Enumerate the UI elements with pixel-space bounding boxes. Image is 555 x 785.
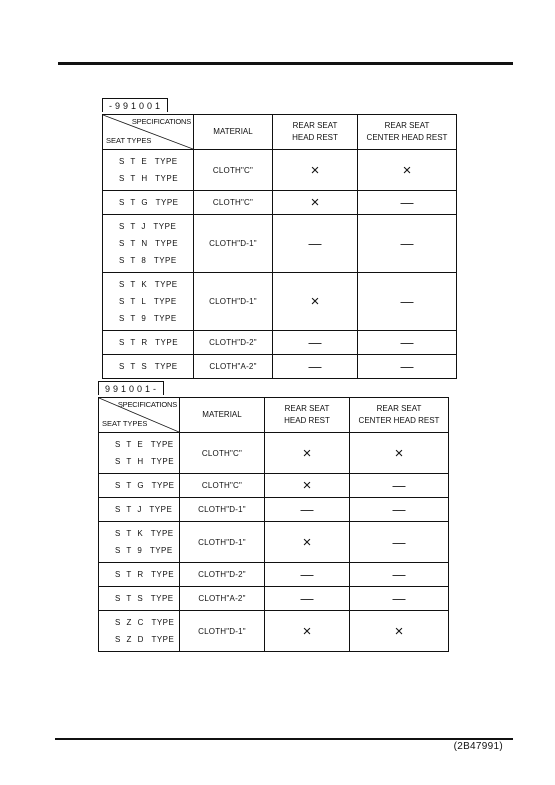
center-head-rest-mark: — — [358, 355, 457, 379]
seat-type-code: S T 8 — [119, 256, 148, 265]
rear-head-rest-line2: HEAD REST — [284, 416, 330, 425]
bottom-rule — [55, 738, 513, 740]
rear-head-rest-line2: HEAD REST — [292, 133, 338, 142]
center-head-rest-header — [350, 398, 449, 433]
type-word: TYPE — [150, 594, 174, 603]
rear-head-rest-mark: × — [273, 191, 358, 215]
rear-head-rest-mark: — — [265, 587, 350, 611]
header-row — [99, 398, 449, 433]
seat-type-code: S T K — [115, 529, 145, 538]
center-head-rest-mark: × — [350, 611, 449, 652]
seat-type-cell — [103, 150, 194, 191]
table-row — [103, 355, 457, 379]
seat-type-cell — [99, 587, 180, 611]
rear-head-rest-mark: × — [265, 611, 350, 652]
type-word: TYPE — [153, 297, 177, 306]
type-word: TYPE — [151, 481, 175, 490]
type-word: TYPE — [151, 457, 175, 466]
center-head-rest-line2: CENTER HEAD REST — [358, 416, 440, 425]
type-word: TYPE — [154, 362, 178, 371]
specifications-label: SPECIFICATIONS — [131, 117, 191, 126]
seat-type-code: S T H — [115, 457, 146, 466]
type-word: TYPE — [153, 314, 177, 323]
document-id: (2B47991) — [453, 741, 503, 752]
center-head-rest-mark: — — [350, 563, 449, 587]
seat-type-code: S T N — [119, 239, 150, 248]
seat-spec-table — [98, 397, 449, 652]
rear-head-rest-mark: × — [273, 150, 358, 191]
seat-type-code: S T L — [119, 297, 148, 306]
type-word: TYPE — [154, 157, 178, 166]
serial-range-tag: 991001- — [98, 381, 164, 395]
type-word: TYPE — [151, 635, 175, 644]
table-row — [103, 215, 457, 273]
center-head-rest-mark: — — [358, 191, 457, 215]
center-head-rest-line2: CENTER HEAD REST — [366, 133, 448, 142]
center-head-rest-mark: — — [358, 215, 457, 273]
material-cell: CLOTH"D-1" — [194, 215, 273, 273]
center-head-rest-mark: — — [358, 331, 457, 355]
rear-head-rest-line1: REAR SEAT — [284, 404, 330, 413]
material-cell: CLOTH"C" — [180, 474, 265, 498]
type-word: TYPE — [154, 280, 178, 289]
seat-type-cell — [99, 563, 180, 587]
rear-head-rest-header — [265, 398, 350, 433]
table-row — [99, 474, 449, 498]
center-head-rest-mark: — — [350, 474, 449, 498]
type-word: TYPE — [153, 256, 177, 265]
spec-seat-header — [103, 115, 194, 150]
type-word: TYPE — [151, 618, 175, 627]
material-header: MATERIAL — [180, 398, 265, 433]
spec-block-1 — [102, 96, 457, 379]
seat-type-code: S T E — [115, 440, 145, 449]
table-row — [103, 273, 457, 331]
type-word: TYPE — [149, 546, 173, 555]
serial-range-tag: -991001 — [102, 98, 168, 112]
material-cell: CLOTH"D-1" — [180, 522, 265, 563]
seat-type-code: S T K — [119, 280, 149, 289]
seat-types-label: SEAT TYPES — [102, 419, 148, 428]
seat-type-code: S Z C — [115, 618, 146, 627]
seat-type-code: S T G — [115, 481, 146, 490]
seat-type-cell — [103, 331, 194, 355]
material-header: MATERIAL — [194, 115, 273, 150]
type-word: TYPE — [155, 338, 179, 347]
rear-head-rest-mark: — — [273, 355, 358, 379]
table-row — [99, 611, 449, 652]
material-cell: CLOTH"C" — [180, 433, 265, 474]
seat-type-code: S T R — [115, 570, 146, 579]
seat-type-code: S T J — [115, 505, 144, 514]
seat-type-code: S T 9 — [115, 546, 144, 555]
type-word: TYPE — [150, 440, 174, 449]
seat-type-code: S T G — [119, 198, 150, 207]
rear-head-rest-line1: REAR SEAT — [292, 121, 338, 130]
center-head-rest-mark: — — [350, 522, 449, 563]
table-row — [99, 587, 449, 611]
seat-type-cell — [103, 215, 194, 273]
material-cell: CLOTH"D-1" — [180, 498, 265, 522]
type-word: TYPE — [155, 239, 179, 248]
rear-head-rest-mark: — — [265, 498, 350, 522]
table-row — [99, 498, 449, 522]
type-word: TYPE — [150, 529, 174, 538]
rear-head-rest-header — [273, 115, 358, 150]
top-rule — [58, 62, 513, 65]
material-cell: CLOTH"C" — [194, 191, 273, 215]
center-head-rest-mark: — — [350, 587, 449, 611]
table-row — [103, 331, 457, 355]
center-head-rest-mark: × — [350, 433, 449, 474]
material-cell: CLOTH"D-1" — [194, 273, 273, 331]
seat-type-code: S T 9 — [119, 314, 148, 323]
spec-block-2 — [98, 379, 449, 652]
seat-type-code: S Z D — [115, 635, 146, 644]
center-head-rest-mark: — — [358, 273, 457, 331]
rear-head-rest-mark: × — [265, 522, 350, 563]
seat-type-cell — [103, 191, 194, 215]
rear-head-rest-mark: — — [273, 331, 358, 355]
seat-types-label: SEAT TYPES — [106, 136, 152, 145]
seat-spec-table — [102, 114, 457, 379]
type-word: TYPE — [155, 174, 179, 183]
seat-type-cell — [103, 273, 194, 331]
table-row — [103, 150, 457, 191]
seat-type-cell — [103, 355, 194, 379]
type-word: TYPE — [149, 505, 173, 514]
seat-type-cell — [99, 522, 180, 563]
center-head-rest-header — [358, 115, 457, 150]
material-cell: CLOTH"D-2" — [194, 331, 273, 355]
seat-type-code: S T E — [119, 157, 149, 166]
material-cell: CLOTH"A-2" — [180, 587, 265, 611]
table-row — [99, 522, 449, 563]
table-row — [103, 191, 457, 215]
type-word: TYPE — [155, 198, 179, 207]
type-word: TYPE — [153, 222, 177, 231]
rear-head-rest-mark: — — [265, 563, 350, 587]
rear-head-rest-mark: × — [273, 273, 358, 331]
seat-type-cell — [99, 498, 180, 522]
center-head-rest-line1: REAR SEAT — [376, 404, 422, 413]
material-cell: CLOTH"D-2" — [180, 563, 265, 587]
seat-type-code: S T S — [119, 362, 149, 371]
header-row — [103, 115, 457, 150]
spec-seat-header — [99, 398, 180, 433]
seat-type-cell — [99, 611, 180, 652]
type-word: TYPE — [151, 570, 175, 579]
seat-type-code: S T S — [115, 594, 145, 603]
material-cell: CLOTH"A-2" — [194, 355, 273, 379]
rear-head-rest-mark: × — [265, 433, 350, 474]
seat-type-code: S T J — [119, 222, 148, 231]
rear-head-rest-mark: × — [265, 474, 350, 498]
seat-type-code: S T H — [119, 174, 150, 183]
seat-type-code: S T R — [119, 338, 150, 347]
seat-type-cell — [99, 474, 180, 498]
seat-type-cell — [99, 433, 180, 474]
material-cell: CLOTH"D-1" — [180, 611, 265, 652]
specifications-label: SPECIFICATIONS — [117, 400, 177, 409]
rear-head-rest-mark: — — [273, 215, 358, 273]
center-head-rest-mark: — — [350, 498, 449, 522]
table-row — [99, 563, 449, 587]
material-cell: CLOTH"C" — [194, 150, 273, 191]
center-head-rest-line1: REAR SEAT — [384, 121, 430, 130]
table-row — [99, 433, 449, 474]
center-head-rest-mark: × — [358, 150, 457, 191]
